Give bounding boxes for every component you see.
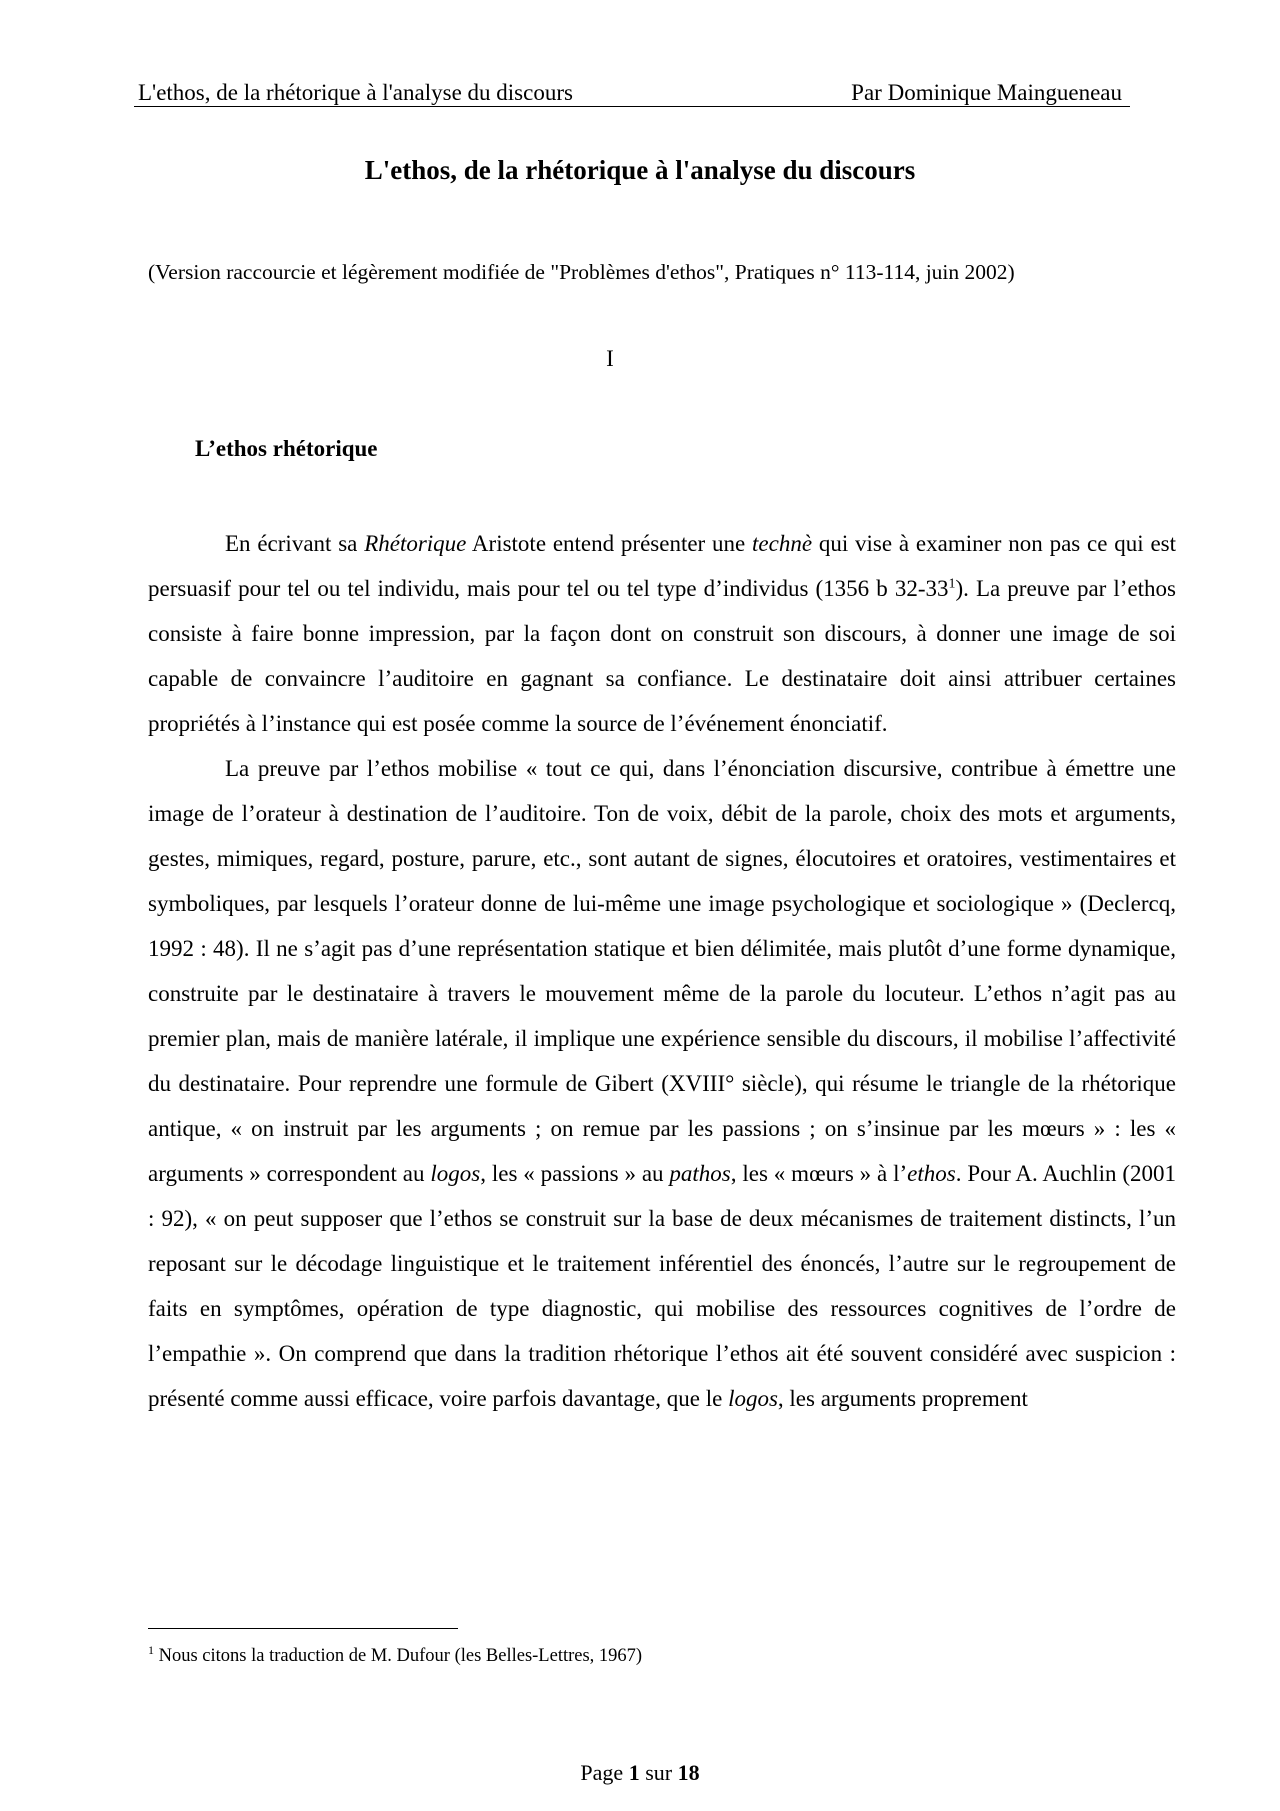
page-current-number: 1 [628, 1760, 640, 1785]
page-total-number: 18 [677, 1760, 700, 1785]
text-segment: , les « passions » au [480, 1161, 670, 1186]
italic-term: logos [430, 1161, 481, 1186]
page-footer-middle: sur [639, 1760, 678, 1785]
paragraph [148, 521, 1176, 746]
running-header [134, 74, 1130, 106]
document-title: L'ethos, de la rhétorique à l'analyse du discours [364, 155, 916, 185]
page-footer-prefix: Page [580, 1760, 629, 1785]
text-segment: En écrivant sa [225, 531, 365, 556]
footnote-text: Nous citons la traduction de M. Dufour (les Belles-Lettres, 1967) [154, 1646, 643, 1666]
section-number: I [606, 346, 614, 371]
page-footer [0, 1758, 1280, 1788]
paragraph [148, 746, 1176, 1421]
footnote-marker: 1 [148, 1642, 154, 1657]
text-segment: , les arguments proprement [777, 1386, 1028, 1411]
section-heading: L’ethos rhétorique [195, 436, 378, 461]
footnote [148, 1643, 642, 1669]
italic-term: technè [752, 531, 813, 556]
italic-term: ethos [907, 1161, 956, 1186]
header-rule-right [790, 106, 1130, 107]
document-subtitle: (Version raccourcie et légèrement modifiée de "Problèmes d'ethos", Pratiques n° 113-114, juin 2002) [148, 260, 1015, 284]
italic-term: Rhétorique [364, 531, 467, 556]
running-header-author: Par Dominique Maingueneau [851, 80, 1122, 105]
running-header-title: L'ethos, de la rhétorique à l'analyse du discours [138, 80, 573, 105]
text-segment: La preuve par l’ethos mobilise « tout ce qui, dans l’énonciation discursive, contribue à émettre une image de l’orateur à destination de l’auditoire. Ton de voix, débit de la parole, choix des mots et arguments, gestes, mimiques, regard, posture, parure, etc., sont autant de signes, élocutoires et oratoires, vestimentaires et symboliques, par lesquels l’orateur donne de lui-même une image psychologique et sociologique » (Declercq, 1992 : 48). Il ne s’agit pas d’une représentation statique et bien délimitée, mais plutôt d’une forme dynamique, construite par le destinataire à travers le mouvement même de la parole du locuteur. L’ethos n’agit pas au premier plan, mais de manière latérale, il implique une expérience sensible du discours, il mobilise l’affectivité du destinataire. Pour reprendre une formule de Gibert (XVIII° siècle), qui résume le triangle de la rhétorique antique, « on instruit par les arguments ; on remue par les passions ; on s’insinue par les mœurs » : les « arguments » correspondent au [148, 756, 1176, 1186]
footnote-divider [148, 1628, 458, 1629]
italic-term: logos [728, 1386, 778, 1411]
italic-term: pathos [669, 1161, 731, 1186]
text-segment: , les « mœurs » à l’ [730, 1161, 908, 1186]
text-segment: qui vise à examiner non pas ce qui est persuasif pour tel ou tel individu, mais pour tel ou tel type d’individus (1356 b 32-33 [148, 531, 1176, 601]
footnote-reference: 1 [948, 576, 956, 592]
body-text [148, 521, 1176, 1421]
text-segment: ). La preuve par l’ethos consiste à faire bonne impression, par la façon dont on construit son discours, à donner une image de soi capable de convaincre l’auditoire en gagnant sa confiance. Le destinataire doit ainsi attribuer certaines propriétés à l’instance qui est posée comme la source de l’événement énonciatif. [148, 576, 1176, 736]
header-rule-left [134, 106, 790, 107]
text-segment: . Pour A. Auchlin (2001 : 92), « on peut supposer que l’ethos se construit sur la base de deux mécanismes de traitement distincts, l’un reposant sur le décodage linguistique et le traitement inférentiel des énoncés, l’autre sur le regroupement de faits en symptômes, opération de type diagnostic, qui mobilise des ressources cognitives de l’ordre de l’empathie ». On comprend que dans la tradition rhétorique l’ethos ait été souvent considéré avec suspicion : présenté comme aussi efficace, voire parfois davantage, que le [148, 1161, 1177, 1411]
text-segment: Aristote entend présenter une [466, 531, 753, 556]
